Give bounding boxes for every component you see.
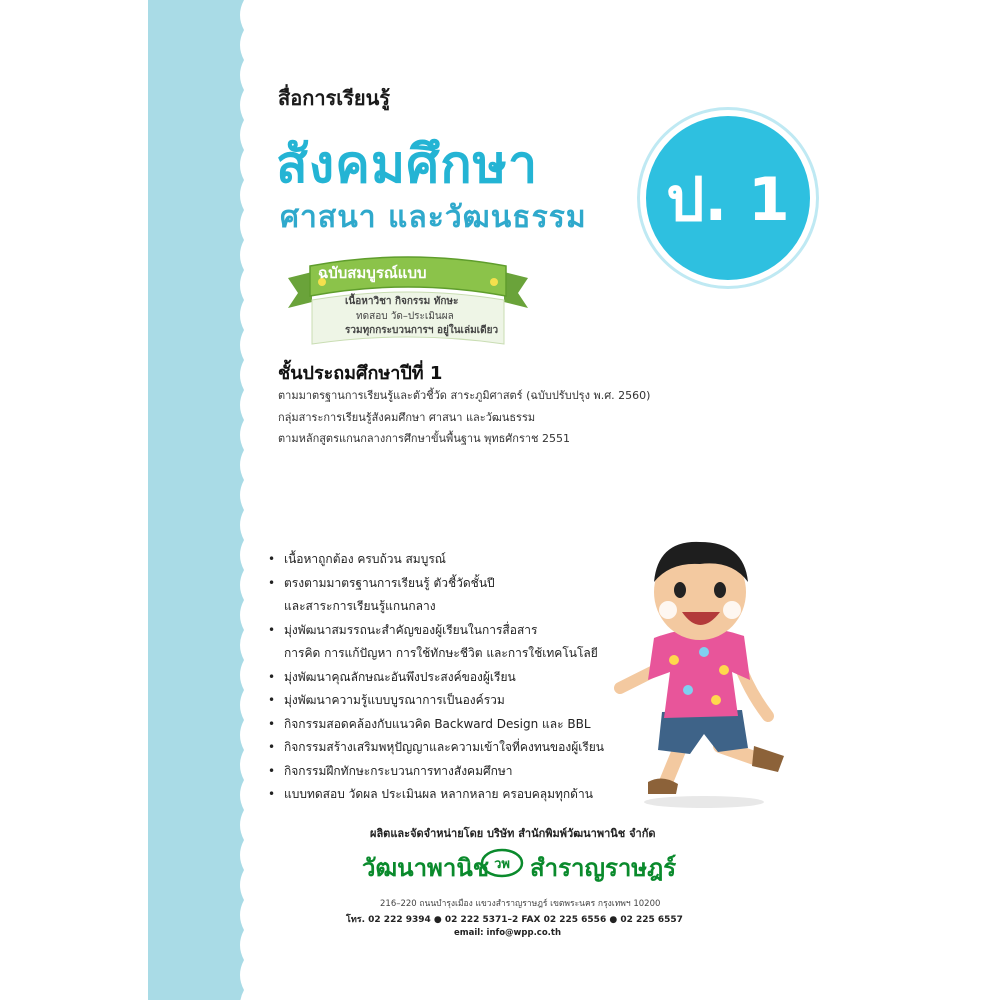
feature-text: กิจกรรมสอดคล้องกับแนวคิด Backward Design และ BBL <box>284 716 591 731</box>
publisher-logo-text-left: วัฒนาพานิช <box>362 853 490 882</box>
logo-mark-text: วพ <box>494 857 510 872</box>
bullet-icon: • <box>268 740 276 754</box>
publisher-address: 216–220 ถนนบำรุงเมือง แขวงสำราญราษฎร์ เขตพระนคร กรุงเทพฯ 10200 <box>380 899 661 909</box>
grade-badge-text: ป. 1 <box>666 165 790 235</box>
ribbon-line: เนื้อหาวิชา กิจกรรม ทักษะ <box>345 296 459 307</box>
publisher-email: email: info@wpp.co.th <box>454 928 562 938</box>
curriculum-info-line: ตามหลักสูตรแกนกลางการศึกษาขั้นพื้นฐาน พุทธศักราช 2551 <box>278 432 570 445</box>
curriculum-info-line: กลุ่มสาระการเรียนรู้สังคมศึกษา ศาสนา และวัฒนธรรม <box>278 411 536 424</box>
feature-item <box>268 783 628 807</box>
bullet-icon: • <box>268 787 276 801</box>
boy-illustration <box>608 520 794 810</box>
grade-badge <box>640 110 816 286</box>
feature-text: มุ่งพัฒนาคุณลักษณะอันพึงประสงค์ของผู้เรียน <box>284 669 516 684</box>
bullet-icon: • <box>268 693 276 707</box>
series-label: สื่อการเรียนรู้ <box>278 86 391 110</box>
book-title: สังคมศึกษา <box>276 135 539 195</box>
feature-item <box>268 713 628 737</box>
bullet-icon: • <box>268 622 276 637</box>
feature-item <box>268 689 628 713</box>
feature-text: กิจกรรมสร้างเสริมพหุปัญญาและความเข้าใจที่คงทนของผู้เรียน <box>284 740 605 754</box>
grade-level-heading: ชั้นประถมศึกษาปีที่ 1 <box>278 363 443 384</box>
feature-item <box>268 666 628 690</box>
bullet-icon: • <box>268 669 276 684</box>
feature-text: แบบทดสอบ วัดผล ประเมินผล หลากหลาย ครอบคลุมทุกด้าน <box>284 787 593 801</box>
feature-text: ตรงตามมาตรฐานการเรียนรู้ ตัวชี้วัดชั้นปี <box>284 575 495 590</box>
publisher-logo-icon <box>480 848 524 878</box>
feature-text: เนื้อหาถูกต้อง ครบถ้วน สมบูรณ์ <box>284 552 446 566</box>
flower-icon <box>490 278 498 286</box>
feature-item <box>268 548 628 572</box>
book-subtitle: ศาสนา และวัฒนธรรม <box>280 200 587 235</box>
feature-text: กิจกรรมฝึกทักษะกระบวนการทางสังคมศึกษา <box>284 763 513 778</box>
feature-list <box>268 548 628 807</box>
wavy-side-stripe <box>148 0 258 1000</box>
ribbon-title: ฉบับสมบูรณ์แบบ <box>318 264 427 282</box>
feature-item <box>268 572 628 619</box>
feature-text: มุ่งพัฒนาสมรรถนะสำคัญของผู้เรียนในการสื่อสาร <box>284 622 538 637</box>
feature-item <box>268 619 628 666</box>
feature-item <box>268 736 628 760</box>
feature-text: มุ่งพัฒนาความรู้แบบบูรณาการเป็นองค์รวม <box>284 693 505 707</box>
publisher-contact: โทร. 02 222 9394 ● 02 222 5371–2 FAX 02 225 6556 ● 02 225 6557 <box>346 915 683 925</box>
bullet-icon: • <box>268 716 276 731</box>
ribbon-line: รวมทุกกระบวนการฯ อยู่ในเล่มเดียว <box>345 325 499 336</box>
bullet-icon: • <box>268 552 276 566</box>
feature-text-continued: การคิด การแก้ปัญหา การใช้ทักษะชีวิต และการใช้เทคโนโลยี <box>284 646 598 660</box>
bullet-icon: • <box>268 763 276 778</box>
publisher-line: ผลิตและจัดจำหน่ายโดย บริษัท สำนักพิมพ์วัฒนาพานิช จำกัด <box>370 827 656 840</box>
publisher-logo-text-right: สำราญราษฎร์ <box>530 853 677 882</box>
ribbon-line: ทดสอบ วัด–ประเมินผล <box>356 311 454 322</box>
bullet-icon: • <box>268 575 276 590</box>
curriculum-info-line: ตามมาตรฐานการเรียนรู้และตัวชี้วัด สาระภูมิศาสตร์ (ฉบับปรับปรุง พ.ศ. 2560) <box>278 389 651 402</box>
feature-text-continued: และสาระการเรียนรู้แกนกลาง <box>284 599 436 613</box>
feature-item <box>268 760 628 784</box>
